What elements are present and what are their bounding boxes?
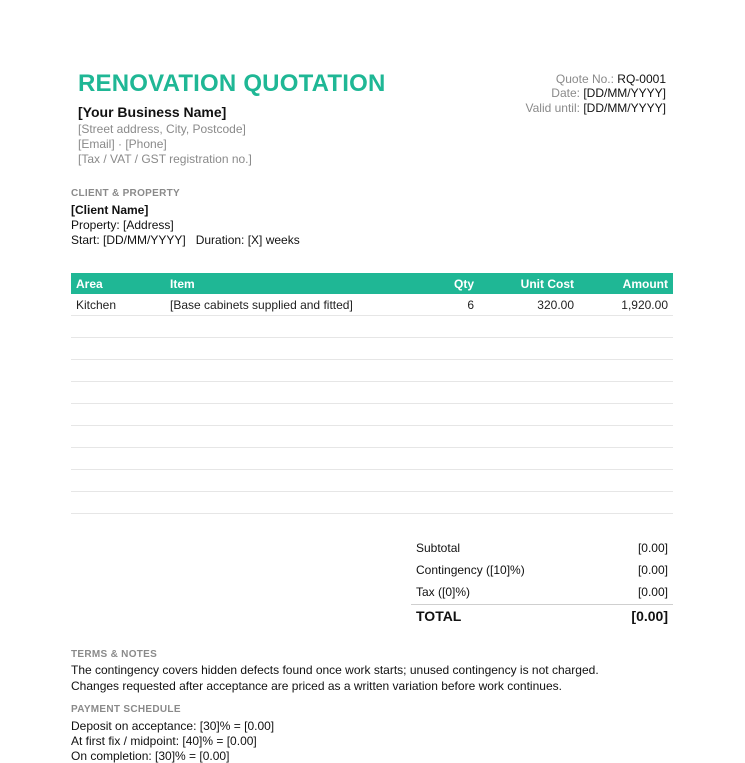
cell-qty — [393, 470, 479, 492]
payment-line-midpoint: At first fix / midpoint: [40]% = [0.00] — [71, 734, 257, 748]
subtotal-label: Subtotal — [416, 541, 461, 555]
cell-unit-cost — [479, 360, 579, 382]
business-name: [Your Business Name] — [78, 104, 227, 120]
cell-item — [165, 404, 393, 426]
cell-qty: 6 — [393, 294, 479, 316]
cell-unit-cost — [479, 492, 579, 514]
cell-item — [165, 382, 393, 404]
cell-amount — [579, 448, 673, 470]
total-label: TOTAL — [416, 608, 462, 624]
column-header-item: Item — [165, 273, 393, 294]
cell-amount — [579, 382, 673, 404]
quote-date-value: [DD/MM/YYYY] — [583, 86, 666, 100]
cell-unit-cost — [479, 448, 579, 470]
cell-item — [165, 338, 393, 360]
terms-section-label: TERMS & NOTES — [71, 649, 158, 660]
payment-line-deposit: Deposit on acceptance: [30]% = [0.00] — [71, 719, 275, 733]
cell-item — [165, 470, 393, 492]
cell-area — [71, 426, 165, 448]
contingency-value: [0.00] — [637, 563, 668, 577]
table-row — [71, 492, 673, 514]
cell-area — [71, 316, 165, 338]
cell-area — [71, 448, 165, 470]
cell-unit-cost — [479, 404, 579, 426]
cell-amount — [579, 316, 673, 338]
cell-unit-cost — [479, 338, 579, 360]
cell-unit-cost — [479, 470, 579, 492]
contingency-row — [411, 559, 673, 581]
client-section-label: CLIENT & PROPERTY — [71, 188, 180, 199]
business-tax-registration: [Tax / VAT / GST registration no.] — [78, 152, 252, 166]
cell-item: [Base cabinets supplied and fitted] — [165, 294, 393, 316]
totals-block — [411, 537, 673, 627]
line-items-table — [71, 273, 673, 514]
column-header-qty: Qty — [393, 273, 479, 294]
cell-amount — [579, 360, 673, 382]
table-row — [71, 426, 673, 448]
business-address: [Street address, City, Postcode] — [78, 122, 246, 136]
cell-amount — [579, 338, 673, 360]
client-schedule: Start: [DD/MM/YYYY] Duration: [X] weeks — [71, 233, 300, 247]
cell-area — [71, 360, 165, 382]
column-header-amount: Amount — [579, 273, 673, 294]
cell-area — [71, 404, 165, 426]
valid-until-label: Valid until: — [525, 101, 580, 115]
total-value: [0.00] — [631, 608, 668, 624]
cell-area — [71, 492, 165, 514]
cell-qty — [393, 338, 479, 360]
table-header-row — [71, 273, 673, 294]
valid-until-value: [DD/MM/YYYY] — [583, 101, 666, 115]
cell-area: Kitchen — [71, 294, 165, 316]
cell-qty — [393, 492, 479, 514]
cell-unit-cost — [479, 382, 579, 404]
cell-unit-cost — [479, 426, 579, 448]
cell-item — [165, 426, 393, 448]
cell-unit-cost: 320.00 — [479, 294, 579, 316]
table-row — [71, 316, 673, 338]
cell-qty — [393, 426, 479, 448]
cell-amount — [579, 470, 673, 492]
cell-qty — [393, 404, 479, 426]
cell-amount — [579, 426, 673, 448]
column-header-area: Area — [71, 273, 165, 294]
cell-qty — [393, 360, 479, 382]
valid-until-row — [525, 101, 666, 115]
quote-date-row — [551, 86, 666, 100]
document-title: RENOVATION QUOTATION — [78, 70, 386, 97]
cell-item — [165, 492, 393, 514]
client-name: [Client Name] — [71, 203, 149, 217]
grand-total-row — [411, 604, 673, 627]
cell-area — [71, 470, 165, 492]
table-row — [71, 294, 673, 316]
table-row — [71, 338, 673, 360]
quote-number-row — [556, 72, 666, 86]
tax-value: [0.00] — [637, 585, 668, 599]
contingency-label: Contingency ([10]%) — [416, 563, 525, 577]
cell-item — [165, 360, 393, 382]
cell-area — [71, 338, 165, 360]
cell-qty — [393, 382, 479, 404]
quote-date-label: Date: — [551, 86, 580, 100]
column-header-unit-cost: Unit Cost — [479, 273, 579, 294]
cell-unit-cost — [479, 316, 579, 338]
tax-label: Tax ([0]%) — [416, 585, 471, 599]
table-row — [71, 404, 673, 426]
table-row — [71, 382, 673, 404]
cell-amount — [579, 492, 673, 514]
table-row — [71, 470, 673, 492]
cell-qty — [393, 448, 479, 470]
cell-amount — [579, 404, 673, 426]
quote-number-label: Quote No.: — [555, 72, 614, 86]
cell-qty — [393, 316, 479, 338]
tax-row — [411, 581, 673, 603]
subtotal-value: [0.00] — [637, 541, 668, 555]
cell-item — [165, 316, 393, 338]
terms-line-2: Changes requested after acceptance are priced as a written variation before work continues. — [71, 679, 562, 693]
terms-line-1: The contingency covers hidden defects found once work starts; unused contingency is not charged. — [71, 663, 599, 677]
cell-amount: 1,920.00 — [579, 294, 673, 316]
table-row — [71, 448, 673, 470]
cell-item — [165, 448, 393, 470]
subtotal-row — [411, 537, 673, 559]
cell-area — [71, 382, 165, 404]
business-contact: [Email] · [Phone] — [78, 137, 167, 151]
payment-section-label: PAYMENT SCHEDULE — [71, 704, 181, 715]
client-property: Property: [Address] — [71, 218, 174, 232]
payment-line-completion: On completion: [30]% = [0.00] — [71, 749, 230, 763]
table-row — [71, 360, 673, 382]
quote-number-value: RQ-0001 — [617, 72, 666, 86]
